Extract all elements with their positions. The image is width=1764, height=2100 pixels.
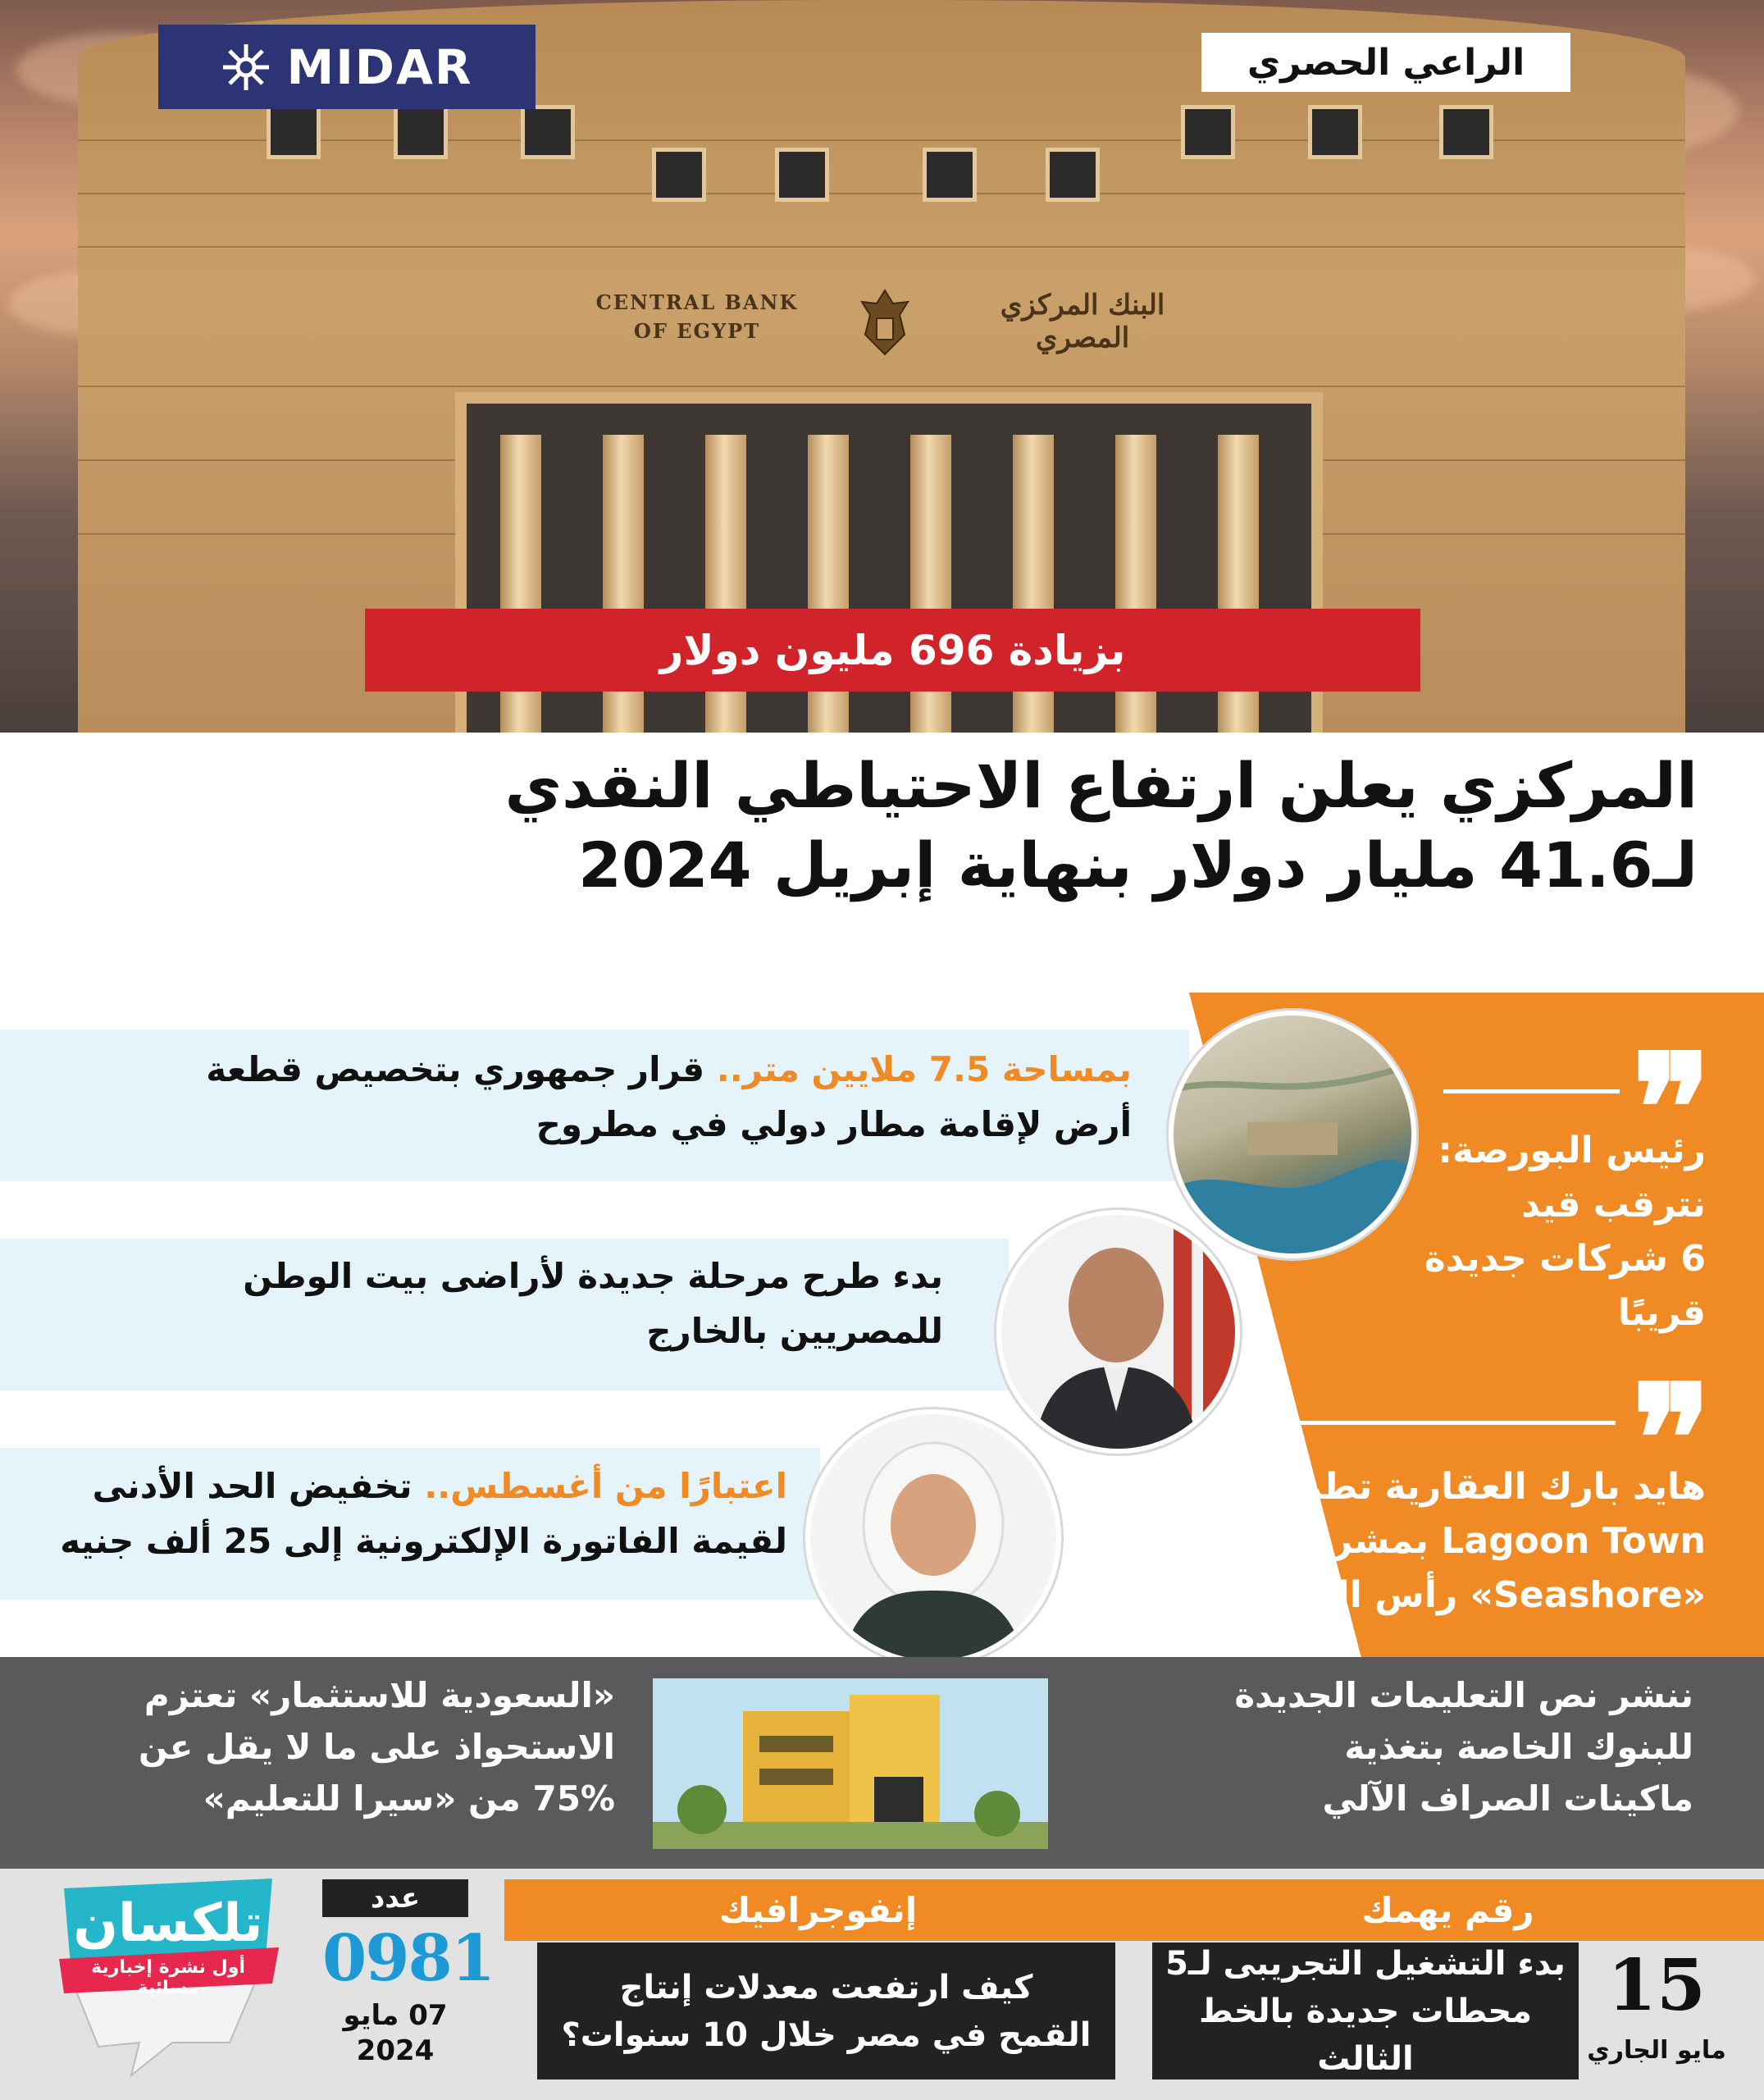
story-3-line-2: لقيمة الفاتورة الإلكترونية إلى 25 ألف جنيه	[60, 1521, 787, 1562]
quote-2-line-3: «Seashore» رأس الحكمة	[1242, 1574, 1706, 1616]
building-sign-english: CENTRAL BANK OF EGYPT	[595, 290, 799, 343]
story-3-text: تخفيض الحد الأدنى	[92, 1466, 425, 1506]
minister-portrait	[996, 1210, 1240, 1454]
story-2-line-1: بدء طرح مرحلة جديدة لأراضى بيت الوطن	[243, 1256, 943, 1296]
quote-1-line-2: نترقب قيد	[1521, 1184, 1706, 1226]
quote-mark-icon: ❞	[1632, 1353, 1712, 1526]
official-portrait	[805, 1409, 1061, 1665]
telexan-logo-title: تلكسان	[73, 1893, 263, 1954]
story-3-highlight: اعتبارًا من أغسطس..	[424, 1466, 787, 1506]
building-image	[653, 1678, 1048, 1849]
quote-2-line-2: Lagoon Town بمشروع	[1284, 1520, 1706, 1562]
eagle-emblem-icon	[855, 285, 914, 359]
woman-portrait-image	[810, 1414, 1056, 1660]
quote-1[interactable]	[1378, 1124, 1706, 1340]
exclusive-sponsor-label: الراعي الحصري	[1201, 33, 1570, 92]
quote-divider	[1443, 1089, 1620, 1093]
story-1-highlight: بمساحة 7.5 ملايين متر..	[716, 1049, 1132, 1089]
story-item-2[interactable]	[66, 1249, 943, 1358]
quote-mark-icon: ❞	[1632, 1022, 1712, 1195]
gray-right-line-2: للبنوك الخاصة بتغذية	[1344, 1727, 1693, 1767]
quote-divider	[1296, 1421, 1616, 1425]
gray-story-left[interactable]	[49, 1669, 615, 1824]
quote-1-line-1: رئيس البورصة:	[1438, 1130, 1706, 1171]
quote-1-line-4: قريبًا	[1617, 1292, 1706, 1334]
story-1-line-2: أرض لإقامة مطار دولي في مطروح	[536, 1104, 1132, 1145]
quote-1-line-3: 6 شركات جديدة	[1424, 1238, 1706, 1280]
gray-left-line-1: «السعودية للاستثمار» تعتزم	[144, 1675, 615, 1715]
main-headline	[66, 746, 1698, 905]
highlight-banner: بزيادة 696 مليون دولار	[365, 609, 1420, 692]
issue-label: عدد	[322, 1879, 468, 1917]
issue-date-line-2: 2024	[356, 2034, 435, 2067]
gray-right-line-1: ننشر نص التعليمات الجديدة	[1234, 1675, 1693, 1715]
headline-line-2: لـ41.6 مليار دولار بنهاية إبريل 2024	[578, 828, 1698, 902]
number-line-1: بدء التشغيل التجريبى لـ5	[1165, 1944, 1566, 1983]
infographic-section-title: إنفوجرافيك	[504, 1879, 1132, 1941]
issue-date	[322, 1998, 468, 2068]
infographic-teaser[interactable]	[537, 1942, 1115, 2079]
telexan-logo-tagline: أول نشرة إخبارية مسائية	[91, 1957, 245, 1998]
sponsor-logo-text: MIDAR	[286, 39, 473, 95]
midar-star-icon	[221, 43, 271, 92]
gray-left-line-2: الاستحواذ على ما لا يقل عن	[138, 1727, 615, 1767]
quote-2[interactable]	[1214, 1460, 1706, 1623]
building-sign-arabic: البنك المركزي المصري	[1000, 289, 1165, 354]
story-item-3[interactable]	[49, 1459, 787, 1568]
issue-number: 0981	[322, 1921, 495, 1996]
gray-right-line-3: ماكينات الصراف الآلي	[1322, 1778, 1693, 1819]
story-1-text: قرار جمهوري بتخصيص قطعة	[206, 1049, 717, 1089]
number-line-2: محطات جديدة بالخط الثالث	[1198, 1992, 1532, 2078]
infographic-line-1: كيف ارتفعت معدلات إنتاج	[619, 1968, 1033, 2006]
infographic-line-2: القمح في مصر خلال 10 سنوات؟	[561, 2016, 1092, 2054]
story-item-1[interactable]	[66, 1042, 1132, 1152]
gray-story-right[interactable]	[1115, 1669, 1693, 1824]
highlight-number: 15	[1607, 1944, 1706, 2027]
coastline-image	[1174, 1016, 1411, 1253]
headline-line-1: المركزي يعلن ارتفاع الاحتياطي النقدي	[504, 749, 1698, 822]
quote-2-line-1: هايد بارك العقارية تطرح	[1274, 1466, 1706, 1508]
midar-sponsor-logo	[158, 25, 536, 109]
story-2-line-2: للمصريين بالخارج	[646, 1311, 943, 1352]
telexan-logo	[49, 1879, 287, 2084]
number-section-title: رقم يهمك	[1132, 1879, 1764, 1941]
number-teaser[interactable]	[1152, 1942, 1579, 2079]
highlight-number-caption: مايو الجاري	[1587, 2036, 1726, 2065]
man-portrait-image	[1001, 1215, 1235, 1449]
gray-left-line-3: 75% من «سيرا للتعليم»	[203, 1778, 615, 1819]
education-building-photo	[653, 1678, 1048, 1849]
issue-date-line-1: 07 مايو	[343, 1999, 448, 2032]
